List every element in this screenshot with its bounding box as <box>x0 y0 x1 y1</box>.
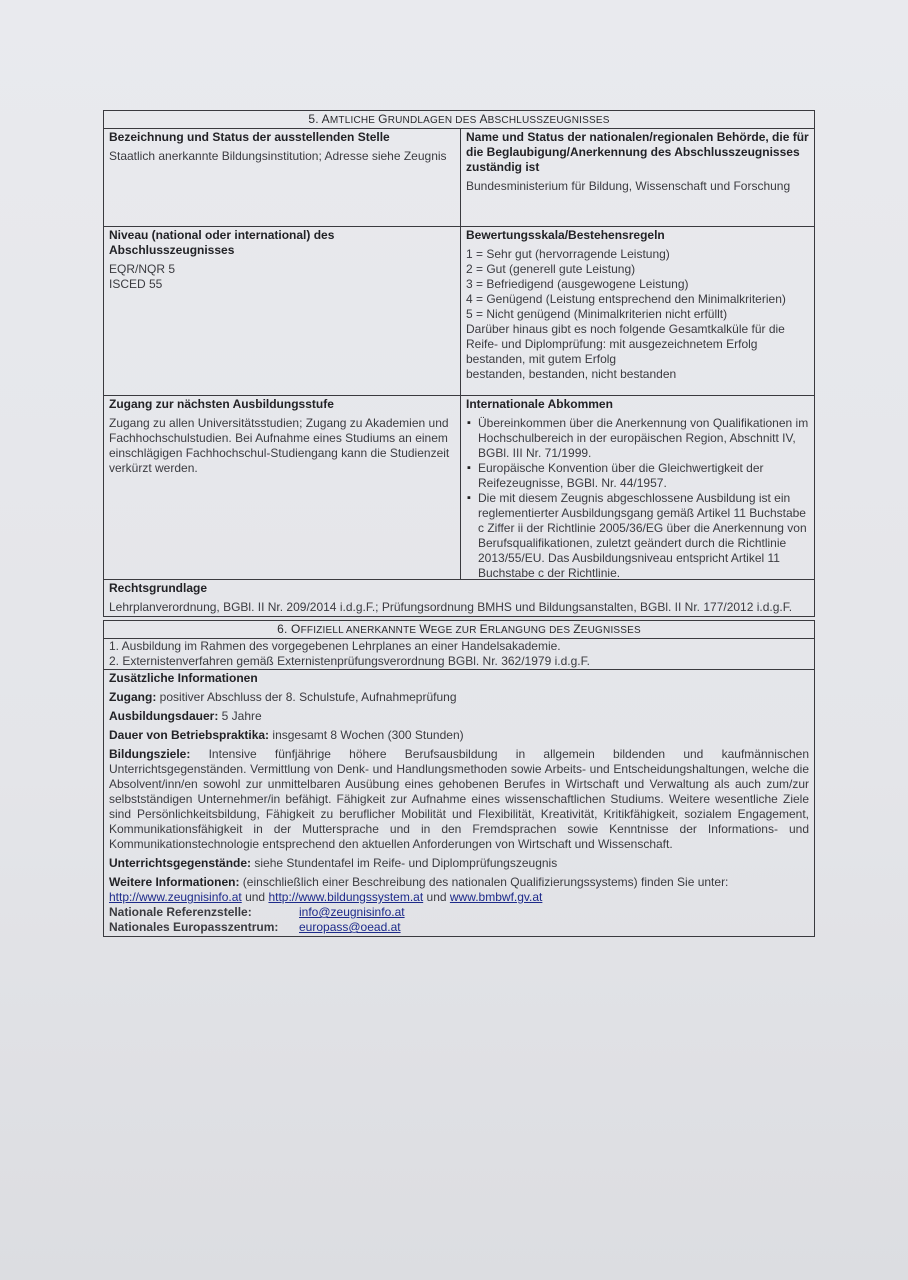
row-issuer-authority <box>104 129 814 227</box>
reference-key: Nationale Referenzstelle: <box>109 905 252 919</box>
level-label: Niveau (national oder international) des Abschlusszeugnisses <box>109 228 335 257</box>
internship-key: Dauer von Betriebspraktika: <box>109 728 270 742</box>
pathway-item: 2. Externistenverfahren gemäß Externistenprüfungsverordnung BGBl. Nr. 362/1979 i.d.g.F. <box>109 654 590 668</box>
issuer-label: Bezeichnung und Status der ausstellenden Stelle <box>109 130 390 144</box>
section-5-table <box>103 110 815 617</box>
grade-4: 4 = Genügend (Leistung entsprechend den Minimalkriterien) <box>466 292 786 306</box>
goals-info <box>109 747 809 852</box>
europass-key: Nationales Europasszentrum: <box>109 920 279 934</box>
section-5-title <box>322 112 610 126</box>
access-text: Zugang zu allen Universitätsstudien; Zugang zu Akademien und Fachhochschulstudien. Bei Aufnahme eines Studiums an einem einschlägigen Fachhochschul-Studiengang kann die Studienzeit verkürzt werden. <box>109 416 450 475</box>
legal-cell <box>104 580 814 616</box>
legal-text: Lehrplanverordnung, BGBl. II Nr. 209/2014 i.d.g.F.; Prüfungsordnung BMHS und Bildungsanstalten, BGBl. II Nr. 177/2012 i.d.g.F. <box>109 600 793 614</box>
grade-2: 2 = Gut (generell gute Leistung) <box>466 262 636 276</box>
more-info <box>109 875 809 890</box>
access-cell <box>104 396 461 579</box>
legal-label: Rechtsgrundlage <box>109 581 208 595</box>
heading-rest: MTLICHE <box>329 115 379 126</box>
intl-label: Internationale Abkommen <box>466 397 613 411</box>
authority-cell <box>461 129 814 226</box>
pathways-list <box>104 639 814 670</box>
heading-initial: O <box>291 622 301 636</box>
section-6-heading <box>104 621 814 639</box>
access-info <box>109 690 809 705</box>
overall-grades-text-end: bestanden, bestanden, nicht bestanden <box>466 367 677 381</box>
grade-5: 5 = Nicht genügend (Minimalkriterien nicht erfüllt) <box>466 307 728 321</box>
additional-info <box>104 670 814 936</box>
bmbwf-link[interactable]: www.bmbwf.gv.at <box>449 890 543 904</box>
level-isced: ISCED 55 <box>109 277 163 291</box>
zeugnisinfo-link[interactable]: http://www.zeugnisinfo.at <box>109 890 242 904</box>
intl-cell <box>461 396 814 579</box>
subjects-key: Unterrichtsgegenstände: <box>109 856 252 870</box>
grade-1: 1 = Sehr gut (hervorragende Leistung) <box>466 247 670 261</box>
internship-value: insgesamt 8 Wochen (300 Stunden) <box>269 728 464 742</box>
heading-rest: FFIZIELL ANERKANNTE <box>300 625 420 636</box>
issuer-text: Staatlich anerkannte Bildungsinstitution; Adresse siehe Zeugnis <box>109 149 447 163</box>
grade-3: 3 = Befriedigend (ausgewogene Leistung) <box>466 277 689 291</box>
and-text: und <box>423 890 450 904</box>
overall-grades-text: Darüber hinaus gibt es noch folgende Gesamtkalküle für die Reife- und Diplomprüfung: mit ausgezeichnetem Erfolg bestanden, mit gutem Erfolg <box>466 322 785 366</box>
duration-info <box>109 709 809 724</box>
subjects-value: siehe Stundentafel im Reife- und Diplomprüfungszeugnis <box>251 856 558 870</box>
section-5-number: 5. <box>308 112 319 126</box>
more-info-key: Weitere Informationen: <box>109 875 240 889</box>
more-info-value: (einschließlich einer Beschreibung des nationalen Qualifizierungssystems) finden Sie unter: <box>239 875 729 889</box>
row-level-grading <box>104 227 814 396</box>
heading-initial: G <box>378 112 388 126</box>
bildungssystem-link[interactable]: http://www.bildungssystem.at <box>268 890 424 904</box>
section-5-heading <box>104 111 814 129</box>
heading-rest: BSCHLUSSZEUGNISSES <box>487 115 610 126</box>
duration-value: 5 Jahre <box>218 709 262 723</box>
goals-value: Intensive fünfjährige höhere Berufsausbildung in allgemein bildenden und kaufmännischen Unterrichtsgegenständen. Vermittlung von Denk- und Handlungsmethoden sowie Arbeits- und Entscheidungshaltungen, welche die Absolvent/inn/en sowohl zur unmittelbaren Ausübung eines gehobenen Berufes in Wirtschaft und Verwaltung als auch zum/zur selbstständigen Unternehmer/in befähigt. Fähigkeit zur Aufnahme eines wissenschaftlichen Studiums. Weitere wesentliche Ziele sind Persönlichkeitsbildung, Fähigkeit zu beruflicher Mobilität und Flexibilität, Kreativität, Kritikfähigkeit, sozialem Engagement, Kommunikationsfähigkeit in der Muttersprache und in den Fremdsprachen sowie Kenntnisse der Informations- und Kommunikationstechnologie entsprechend den aktuellen Anforderungen von Wirtschaft und Wissenschaft. <box>109 747 809 851</box>
row-legal-basis <box>104 580 814 616</box>
subjects-info <box>109 856 809 871</box>
europass-center <box>109 920 809 935</box>
section-6-number: 6. <box>277 622 288 636</box>
intl-item: ▪ Die mit diesem Zeugnis abgeschlossene Ausbildung ist ein reglementierter Ausbildungsgang gemäß Artikel 11 Buchstabe c Ziffer ii der Richtlinie 2005/36/EG über die Anerkennung von Berufsqualifikationen, zuletzt geändert durch die Richtlinie 2013/55/EU. Das Ausbildungsniveau entspricht Artikel 11 Buchstabe c der Richtlinie. <box>466 491 809 581</box>
pathway-item: 1. Ausbildung im Rahmen des vorgegebenen Lehrplanes an einer Handelsakademie. <box>109 639 561 653</box>
reference-point <box>109 905 809 920</box>
heading-rest: RUNDLAGEN DES <box>387 115 480 126</box>
intl-item: ▪ Europäische Konvention über die Gleichwertigkeit der Reifezeugnisse, BGBl. Nr. 44/1957. <box>466 461 809 491</box>
section-6-title <box>291 622 641 636</box>
heading-rest: EGE ZUR <box>430 625 480 636</box>
access-label: Zugang zur nächsten Ausbildungsstufe <box>109 397 334 411</box>
heading-initial: Z <box>573 622 581 636</box>
goals-key: Bildungsziele: <box>109 747 191 761</box>
heading-initial: W <box>419 622 431 636</box>
authority-text: Bundesministerium für Bildung, Wissenschaft und Forschung <box>466 179 791 193</box>
row-access-intl <box>104 396 814 580</box>
additional-info-label: Zusätzliche Informationen <box>109 671 258 685</box>
intl-item: ▪ Übereinkommen über die Anerkennung von Qualifikationen im Hochschulbereich in der europäischen Region, Abschnitt IV, BGBl. III Nr. 71/1999. <box>466 416 809 461</box>
authority-label: Name und Status der nationalen/regionalen Behörde, die für die Beglaubigung/Anerkennung des Abschlusszeugnisses zuständig ist <box>466 130 809 174</box>
issuer-cell <box>104 129 461 226</box>
access-info-value: positiver Abschluss der 8. Schulstufe, Aufnahmeprüfung <box>156 690 457 704</box>
info-links <box>109 890 809 905</box>
level-cell <box>104 227 461 395</box>
and-text: und <box>241 890 269 904</box>
heading-rest: RLANGUNG DES <box>487 625 574 636</box>
intl-list <box>466 416 809 581</box>
internship-info <box>109 728 809 743</box>
grading-label: Bewertungsskala/Bestehensregeln <box>466 228 665 242</box>
section-6-table <box>103 620 815 937</box>
heading-initial: E <box>479 622 488 636</box>
grading-cell <box>461 227 814 395</box>
duration-key: Ausbildungsdauer: <box>109 709 219 723</box>
reference-email-link[interactable]: info@zeugnisinfo.at <box>299 905 405 919</box>
level-eqr: EQR/NQR 5 <box>109 262 176 276</box>
heading-rest: EUGNISSES <box>580 625 641 636</box>
heading-initial: A <box>479 112 488 126</box>
europass-email-link[interactable]: europass@oead.at <box>299 920 401 934</box>
access-info-key: Zugang: <box>109 690 157 704</box>
heading-initial: A <box>321 112 330 126</box>
